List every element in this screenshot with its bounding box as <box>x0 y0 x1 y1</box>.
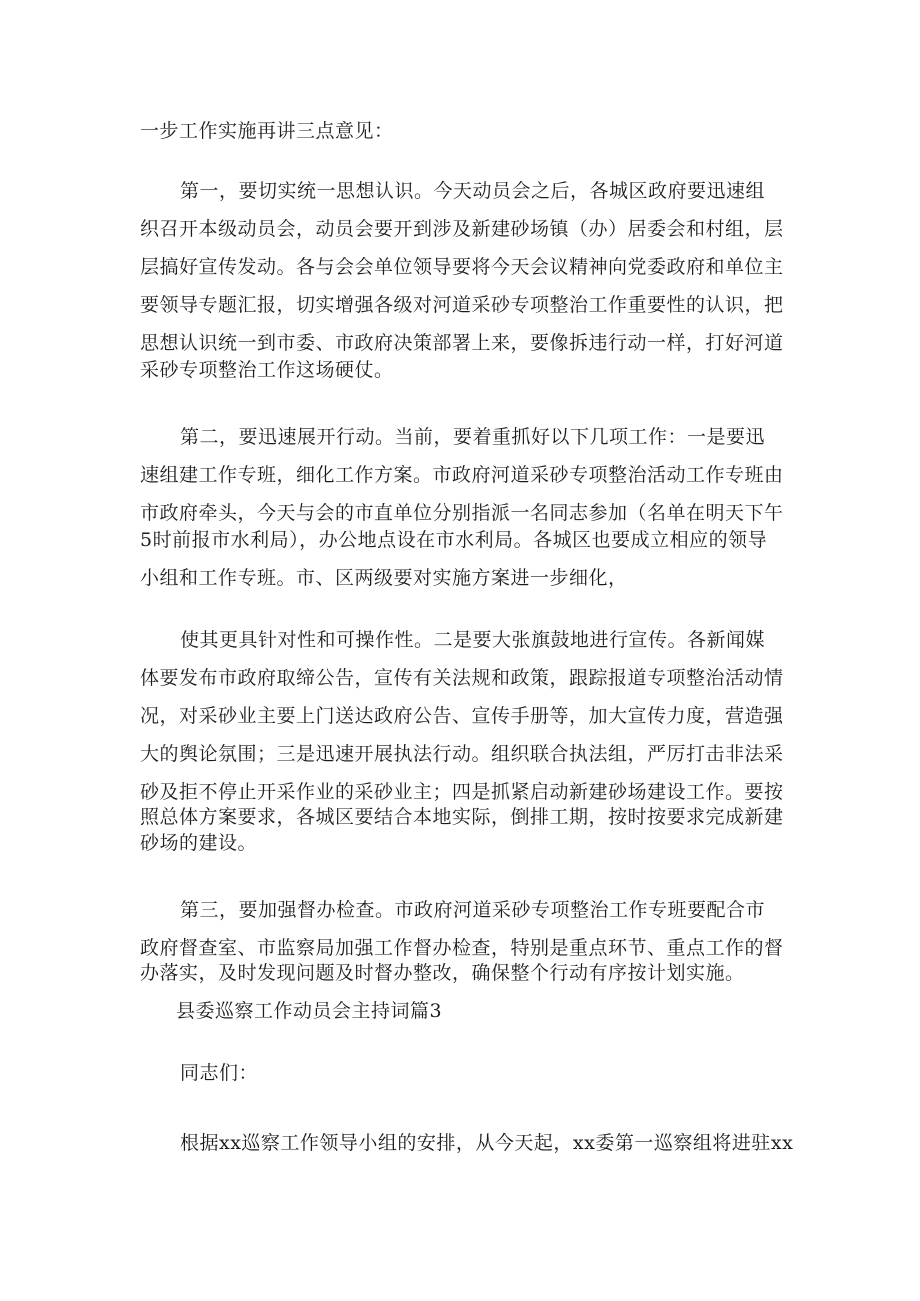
paragraph-line: 第二，要迅速展开行动。当前，要着重抓好以下几项工作：一是要迅 <box>180 426 766 448</box>
paragraph-line: 政府督查室、市监察局加强工作督办检查，特别是重点环节、重点工作的督 <box>140 937 784 959</box>
paragraph-line: 砂及拒不停止开采作业的采砂业主；四是抓紧启动新建砂场建设工作。要按 <box>140 781 784 803</box>
paragraph-line: 思想认识统一到市委、市政府决策部署上来，要像拆违行动一样，打好河道 <box>140 332 784 354</box>
salutation: 同志们： <box>180 1062 259 1084</box>
paragraph-line: 市政府牵头，今天与会的市直单位分别指派一名同志参加（名单在明天下午 <box>140 502 784 524</box>
paragraph-line: 速组建工作专班，细化工作方案。市政府河道采砂专项整治活动工作专班由 <box>140 464 784 486</box>
paragraph-line: 办落实，及时发现问题及时督办整改，确保整个行动有序按计划实施。 <box>140 962 745 984</box>
paragraph-line: 5时前报市水利局），办公地点设在市水利局。各城区也要成立相应的领导 <box>140 529 768 551</box>
paragraph-line: 小组和工作专班。市、区两级要对实施方案进一步细化， <box>140 567 628 589</box>
paragraph-line: 织召开本级动员会，动员会要开到涉及新建砂场镇（办）居委会和村组，层 <box>140 218 784 240</box>
paragraph-line: 第一，要切实统一思想认识。今天动员会之后，各城区政府要迅速组 <box>180 180 766 202</box>
section-title: 县委巡察工作动员会主持词篇3 <box>176 1000 443 1022</box>
intro-line: 一步工作实施再讲三点意见： <box>140 120 394 142</box>
paragraph-line: 大的舆论氛围；三是迅速开展执法行动。组织联合执法组，严厉打击非法采 <box>140 743 784 765</box>
paragraph-line: 使其更具针对性和可操作性。二是要大张旗鼓地进行宣传。各新闻媒 <box>180 629 766 651</box>
paragraph-line: 采砂专项整治工作这场硬仗。 <box>140 359 394 381</box>
paragraph-line: 照总体方案要求，各城区要结合本地实际，倒排工期，按时按要求完成新建 <box>140 806 784 828</box>
paragraph-line: 体要发布市政府取缔公告，宣传有关法规和政策，跟踪报道专项整治活动情 <box>140 667 784 689</box>
paragraph-line: 况，对采砂业主要上门送达政府公告、宣传手册等，加大宣传力度，营造强 <box>140 705 784 727</box>
final-line: 根据xx巡察工作领导小组的安排，从今天起，xx委第一巡察组将进驻xx <box>180 1132 794 1154</box>
paragraph-line: 要领导专题汇报，切实增强各级对河道采砂专项整治工作重要性的认识，把 <box>140 294 784 316</box>
paragraph-line: 第三，要加强督办检查。市政府河道采砂专项整治工作专班要配合市 <box>180 899 766 921</box>
paragraph-line: 砂场的建设。 <box>140 832 258 854</box>
paragraph-line: 层搞好宣传发动。各与会会单位领导要将今天会议精神向党委政府和单位主 <box>140 256 784 278</box>
